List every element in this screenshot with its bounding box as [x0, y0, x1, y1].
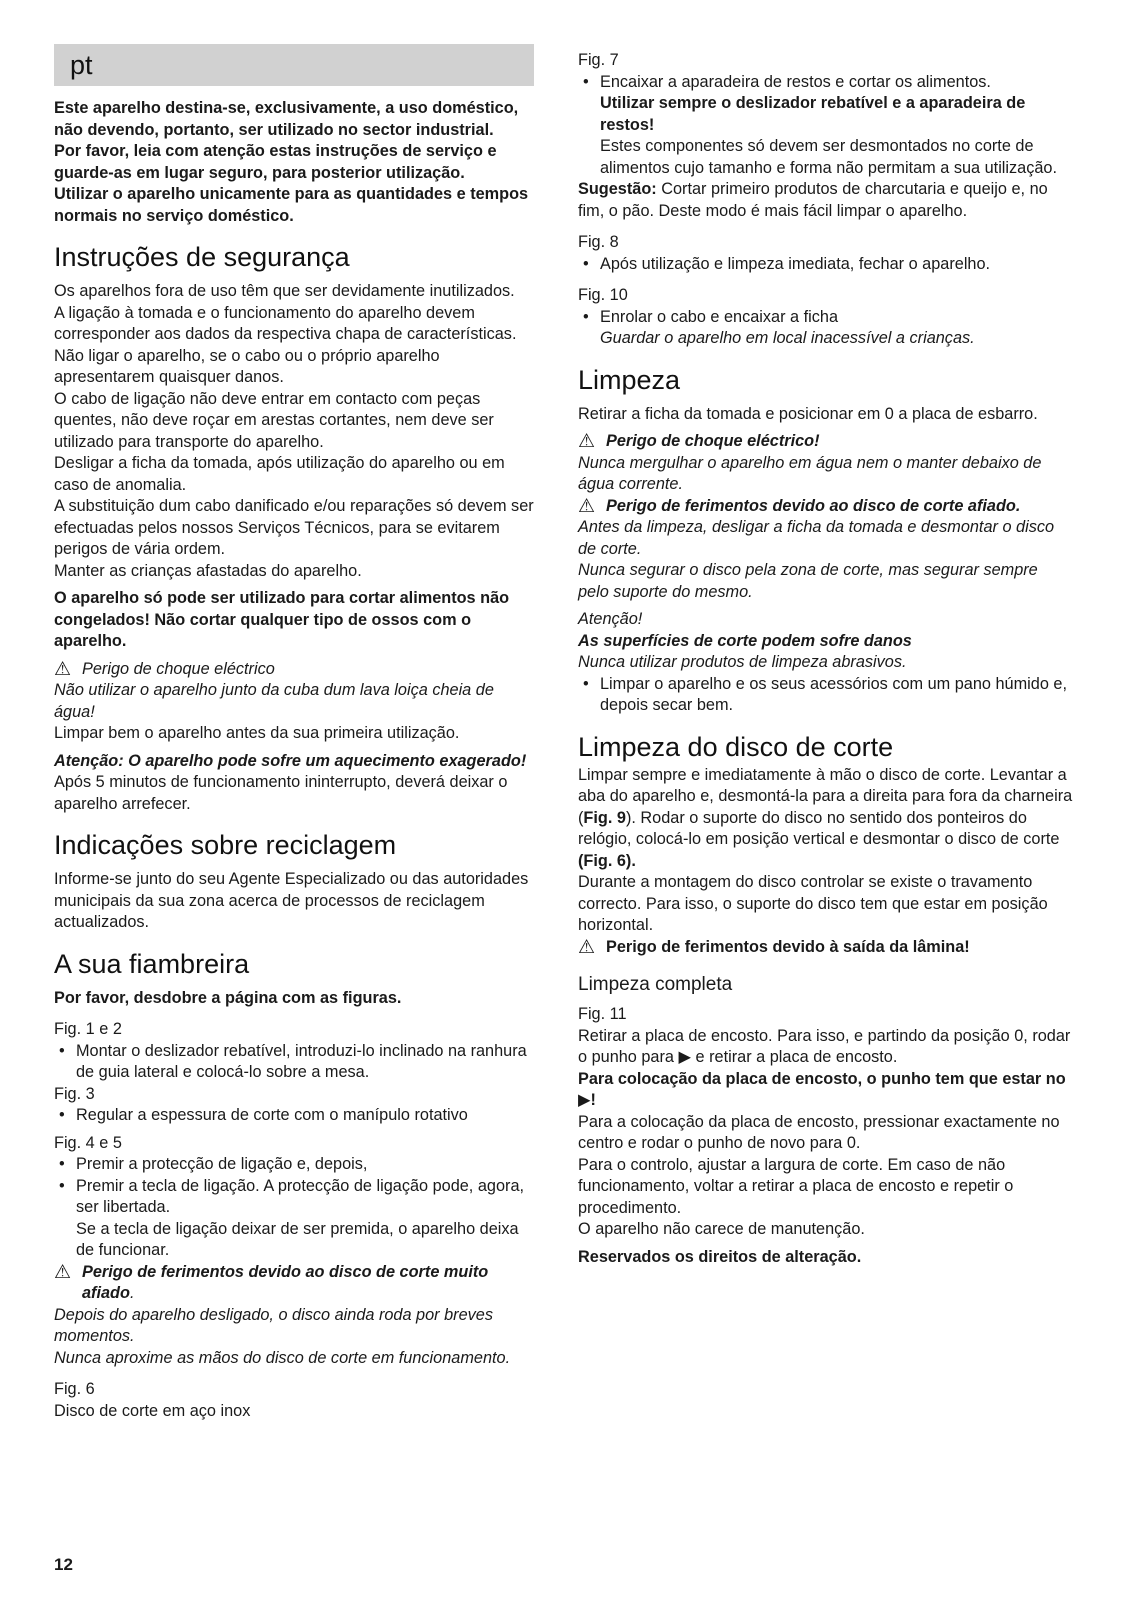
safety-text-5: Desligar a ficha da tomada, após utilização do aparelho ou em caso de anomalia. [54, 454, 505, 494]
disc-cleaning-text-1 [578, 765, 1073, 873]
unfold-instruction: Por favor, desdobre a página com as figuras. [54, 988, 402, 1007]
injury-warning-label: Perigo de ferimentos devido ao disco de corte muito afiado [82, 1262, 489, 1302]
warning-icon: ⚠ [54, 1261, 72, 1283]
language-header [54, 44, 534, 86]
fig-8-label: Fig. 8 [578, 233, 619, 251]
right-column [578, 50, 1073, 1268]
fig-4-5-bullet-1: • Premir a protecção de ligação e, depois, [54, 1154, 534, 1176]
safety-text-6: A substituição dum cabo danificado e/ou reparações só devem ser efectuadas pelos nossos Serviços Técnicos, para se evitarem perigos de vária ordem. [54, 497, 534, 558]
tip-paragraph [578, 179, 1073, 222]
fig-11-text-1b: e retirar a placa de encosto. [691, 1048, 898, 1066]
disc-text-part-b: ). Rodar o suporte do disco no sentido dos ponteiros do relógio, colocá-lo em posição vertical e desmontar o disco de corte [578, 808, 1060, 848]
cleaning-bullet: • Limpar o aparelho e os seus acessórios com um pano húmido e, depois secar bem. [578, 674, 1073, 717]
fig-3-label: Fig. 3 [54, 1084, 95, 1103]
language-code: pt [70, 50, 93, 80]
disc-blade-warning [578, 937, 1073, 959]
fig-11-label: Fig. 11 [578, 1005, 627, 1023]
clean-before-use: Limpar bem o aparelho antes da sua primeira utilização. [54, 724, 460, 742]
page-number: 12 [54, 1555, 73, 1574]
fig-10-bullet: • Enrolar o cabo e encaixar a ficha [578, 307, 1073, 329]
play-icon: ▶ [578, 1091, 591, 1109]
tip-text: Cortar primeiro produtos de charcutaria e queijo e, no fim, o pão. Deste modo é mais fácil limpar o aparelho. [578, 180, 1048, 220]
safety-text-4: O cabo de ligação não deve entrar em contacto com peças quentes, não deve roçar em arestas cortantes, nem deve ser utilizado para transporte do aparelho. [54, 389, 494, 451]
slicer-heading: A sua fiambreira [54, 948, 250, 979]
intro-paragraph-1: Este aparelho destina-se, exclusivamente, a uso doméstico, não devendo, portanto, ser utilizado no sector industrial. [54, 99, 519, 139]
intro-paragraph-3: Utilizar o aparelho unicamente para as quantidades e tempos normais no serviço doméstico. [54, 185, 529, 225]
fig-1-2-bullet: • Montar o deslizador rebatível, introduzi-lo inclinado na ranhura de guia lateral e colocá-lo sobre a mesa. [54, 1041, 534, 1084]
injury-warning-title [54, 1262, 534, 1305]
safety-heading: Instruções de segurança [54, 242, 350, 272]
safety-bold-warning: O aparelho só pode ser utilizado para cortar alimentos não congelados! Não cortar qualquer tipo de ossos com o aparelho. [54, 589, 510, 650]
warning-icon: ⚠ [578, 936, 596, 958]
fig-11-text-4: O aparelho não carece de manutenção. [578, 1220, 865, 1238]
fig-7-label: Fig. 7 [578, 51, 619, 69]
cleaning-shock-label: Perigo de choque eléctrico! [606, 432, 820, 450]
safety-text-7: Manter as crianças afastadas do aparelho. [54, 561, 362, 580]
disc-cleaning-text-2: Durante a montagem do disco controlar se existe o travamento correcto. Para isso, o suporte do disco tem que estar em posição horizontal. [578, 873, 1048, 934]
full-cleaning-heading: Limpeza completa [578, 974, 733, 995]
recycling-text: Informe-se junto do seu Agente Especializado ou das autoridades municipais da sua zona acerca de processos de reciclagem actualizados. [54, 870, 529, 931]
cleaning-shock-title [578, 431, 1073, 453]
intro-paragraph-2: Por favor, leia com atenção estas instruções de serviço e guarde-as em lugar seguro, para posterior utilização. [54, 142, 497, 182]
safety-text-2: A ligação à tomada e o funcionamento do aparelho devem corresponder aos dados da respectiva chapa de características. [54, 303, 517, 343]
fig-7-extra-note: Estes componentes só devem ser desmontados no corte de alimentos cujo tamanho e forma não permitam a sua utilização. [600, 137, 1058, 177]
disc-fig9-ref: Fig. 9 [583, 808, 626, 827]
fig-11-text-1a: Retirar a placa de encosto. Para isso, e partindo da posição 0, rodar o punho para [578, 1026, 1071, 1066]
fig-4-5-bullet-2: • Premir a tecla de ligação. A protecção de ligação pode, agora, ser libertada. [54, 1176, 534, 1219]
fig-11-bold-a: Para colocação da placa de encosto, o punho tem que estar no [578, 1069, 1066, 1088]
fig-7-bullet: • Encaixar a aparadeira de restos e cortar os alimentos. [578, 72, 1073, 94]
fig-4-5-bullet-2-extra: Se a tecla de ligação deixar de ser premida, o aparelho deixa de funcionar. [76, 1219, 519, 1259]
fig-6-label: Fig. 6 [54, 1380, 95, 1398]
injury-warning-text-1: Depois do aparelho desligado, o disco ainda roda por breves momentos. [54, 1305, 493, 1345]
cleaning-shock-text: Nunca mergulhar o aparelho em água nem o manter debaixo de água corrente. [578, 453, 1042, 493]
safety-text-1: Os aparelhos fora de uso têm que ser devidamente inutilizados. [54, 282, 515, 300]
overheat-attention-title: Atenção: O aparelho pode sofre um aquecimento exagerado! [54, 751, 527, 770]
warning-icon: ⚠ [578, 431, 596, 452]
cleaning-injury-text-1: Antes da limpeza, desligar a ficha da tomada e desmontar o disco de corte. [578, 518, 1055, 558]
overheat-attention-text: Após 5 minutos de funcionamento ininterrupto, deverá deixar o aparelho arrefecer. [54, 773, 508, 813]
injury-warning-dot: . [129, 1284, 135, 1302]
left-column [54, 44, 534, 1422]
fig-11-text-3: Para o controlo, ajustar a largura de corte. Em caso de não funcionamento, voltar a retirar a placa de encosto e repetir o procedimento. [578, 1155, 1014, 1217]
cleaning-injury-label: Perigo de ferimentos devido ao disco de corte afiado. [606, 496, 1021, 515]
disc-text-part-a: Limpar sempre e imediatamente à mão o disco de corte. Levantar a aba do aparelho e, desmontá-la para a direita para fora da charneira ( [578, 765, 1073, 827]
cleaning-injury-text-2: Nunca segurar o disco pela zona de corte, mas segurar sempre pelo suporte do mesmo. [578, 561, 1038, 601]
play-icon: ▶ [678, 1048, 692, 1066]
fig-11-text-2: Para a colocação da placa de encosto, pressionar exactamente no centro e rodar o punho de novo para 0. [578, 1112, 1060, 1152]
warning-icon: ⚠ [54, 658, 72, 680]
fig-3-bullet: • Regular a espessura de corte com o manípulo rotativo [54, 1105, 534, 1127]
cleaning-heading: Limpeza [578, 364, 681, 395]
shock-warning-label: Perigo de choque eléctrico [82, 659, 275, 678]
cleaning-attention-text: Nunca utilizar produtos de limpeza abrasivos. [578, 653, 907, 671]
recycling-heading: Indicações sobre reciclagem [54, 830, 397, 860]
cleaning-attention-bold: As superfícies de corte podem sofre danos [578, 631, 912, 650]
injury-warning-text-2: Nunca aproxime as mãos do disco de corte em funcionamento. [54, 1348, 511, 1367]
fig-8-bullet: • Após utilização e limpeza imediata, fechar o aparelho. [578, 254, 1073, 276]
rights-reserved: Reservados os direitos de alteração. [578, 1247, 862, 1266]
cleaning-text: Retirar a ficha da tomada e posicionar em 0 a placa de esbarro. [578, 404, 1038, 423]
fig-11-bold-note [578, 1069, 1073, 1112]
safety-text-3: Não ligar o aparelho, se o cabo ou o próprio aparelho apresentarem quaisquer danos. [54, 346, 440, 386]
warning-icon: ⚠ [578, 495, 596, 517]
cleaning-attention-label: Atenção! [578, 610, 643, 628]
shock-warning-text: Não utilizar o aparelho junto da cuba dum lava loiça cheia de água! [54, 681, 494, 721]
disc-blade-warning-label: Perigo de ferimentos devido à saída da lâmina! [606, 937, 970, 956]
shock-warning-title [54, 659, 534, 681]
fig-1-2-label: Fig. 1 e 2 [54, 1020, 122, 1038]
fig-10-italic-note: Guardar o aparelho em local inacessível a crianças. [600, 329, 975, 347]
fig-11-bold-b: ! [590, 1091, 596, 1109]
fig-10-label: Fig. 10 [578, 286, 628, 304]
fig-11-text-1 [578, 1026, 1073, 1069]
fig-4-5-label: Fig. 4 e 5 [54, 1133, 122, 1152]
tip-label: Sugestão: [578, 180, 657, 198]
disc-fig6-ref: (Fig. 6). [578, 851, 636, 870]
cleaning-injury-title [578, 496, 1073, 518]
fig-6-text: Disco de corte em aço inox [54, 1401, 251, 1420]
disc-cleaning-heading: Limpeza do disco de corte [578, 731, 894, 762]
fig-7-bold-note: Utilizar sempre o deslizador rebatível e a aparadeira de restos! [600, 94, 1026, 134]
